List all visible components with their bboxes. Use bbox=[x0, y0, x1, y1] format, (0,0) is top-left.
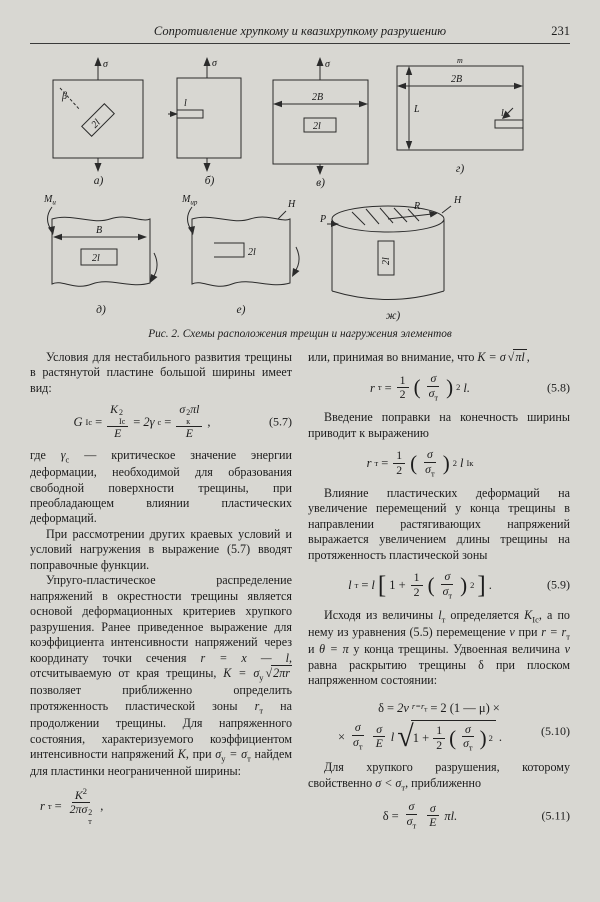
diagram-zh bbox=[320, 191, 466, 322]
diagram-e-drawing bbox=[178, 191, 304, 303]
svg-text:2l: 2l bbox=[89, 117, 103, 131]
equation-5-10: δ = 2v $r=r_т$ = 2 (1 — μ) × × $\frac{\sigma}{\sigma_т}$ $\frac{\sigma}{E}$ l √ 1 + $\frac{1}{2}$ ( $\frac{\sigma}{\sigma_т}$ ) 2 . (5.10) bbox=[337, 700, 570, 753]
sigma-label: σ bbox=[325, 59, 330, 70]
paragraph: Исходя из величины $l_т$ определяется $K_{Iс}$, а по нему из уравнения (5.5) перемещение v при $r = r_т$ и θ = π у конца трещины. Удвоенная величина v равна раскрытию трещины δ при плоском напряженном состоянии: bbox=[308, 607, 570, 688]
diagram-g bbox=[389, 54, 531, 175]
equation-5-7: G Iс = K 2 Iс E = 2γ с = σ 2 к πl E , (5.7) bbox=[73, 402, 292, 441]
paragraph: Влияние пластических деформаций на увеличение перемещений у конца трещины в направлении растягивающих напряжений выражается увеличением длины трещины на протяженность пластической зоны bbox=[308, 485, 570, 562]
paragraph: При рассмотрении других краевых условий и условий нагружения в выражение (5.7) вводят поправочные функции. bbox=[30, 526, 292, 572]
vessel-bottom bbox=[332, 291, 444, 300]
paragraph: Упруго-пластическое распределение напряжений в окрестности трещины является основой деформационных критериев хрупкого разрушения. Ранее приведенное выражение для коэффициента интенсивности напряжений через координату точки сечения r = x — l, отсчитываемую от края трещины, $K = \sigma_у$ √2πr позволяет приближенно определить протяженность пластической зоны $r_т$ на продолжении трещины. Для напряженного состояния, характеризуемого коэффициентом интенсивности напряжений K, при $\sigma_у = \sigma_т$ найдем для пластинки неограниченной ширины: bbox=[30, 573, 293, 779]
H-label: Н bbox=[454, 195, 462, 206]
equation-5-8: r т = $\frac{1}{2}$ ( $\frac{\sigma}{\sigma_т}$ ) 2 l. (5.8) bbox=[370, 371, 570, 403]
equation-number: (5.9) bbox=[547, 577, 570, 592]
width-B-label: В bbox=[96, 225, 103, 236]
svg-text:2l: 2l bbox=[248, 247, 256, 258]
equation-5-11: δ = $\frac{\sigma}{\sigma_т}$ $\frac{\sigma}{E}$ πl. (5.11) bbox=[382, 799, 570, 831]
page-header bbox=[30, 24, 570, 44]
paragraph: Введение поправки на конечность ширины приводит к выражению bbox=[308, 410, 570, 440]
paragraph: Условия для нестабильного развития трещины в растянутой пластине большой ширины имеет вид: bbox=[30, 350, 292, 395]
diagram-b bbox=[167, 54, 252, 187]
radius-R-label: R bbox=[414, 201, 421, 212]
plate-outline bbox=[192, 217, 290, 286]
inclined-crack bbox=[82, 104, 115, 137]
diagram-v-drawing bbox=[268, 54, 373, 176]
svg-text:2l: 2l bbox=[313, 121, 321, 132]
diagram-letter-g: г) bbox=[455, 163, 465, 175]
diagram-letter-a: а) bbox=[93, 175, 104, 187]
svg-text:2l: 2l bbox=[92, 253, 100, 264]
sigma-label: σ bbox=[103, 59, 108, 70]
svg-text:2l: 2l bbox=[381, 257, 392, 265]
l-label: l bbox=[501, 108, 504, 119]
diagram-letter-zh: ж) bbox=[385, 310, 401, 322]
length-L-label: L bbox=[414, 104, 420, 115]
edge-crack bbox=[177, 110, 203, 118]
figure-row-2 bbox=[40, 191, 570, 322]
width-2B-label: 2В bbox=[451, 74, 463, 85]
diagram-d bbox=[40, 191, 162, 316]
diagram-letter-e: е) bbox=[236, 304, 246, 316]
diagram-a bbox=[46, 54, 151, 187]
equation-rt-corrected: r т = $\frac{1}{2}$ ( $\frac{\sigma}{\sigma_т}$ ) 2 l Iк bbox=[366, 447, 474, 479]
diagram-a-drawing bbox=[46, 54, 151, 174]
figure-caption: Рис. 2. Схемы расположения трещин и нагружения элементов bbox=[148, 328, 452, 340]
figure-row-1 bbox=[46, 54, 570, 189]
diagram-v bbox=[268, 54, 373, 189]
sigma-label: σ bbox=[212, 58, 217, 69]
diagram-b-drawing bbox=[167, 54, 252, 174]
page-number: 231 bbox=[551, 24, 570, 38]
t-label: т bbox=[457, 56, 463, 65]
bending-moment-label: $M_и$ bbox=[44, 194, 56, 207]
left-column bbox=[30, 350, 292, 838]
paragraph: или, принимая во внимание, что K = σ √πl , bbox=[308, 350, 530, 364]
diagram-g-drawing bbox=[389, 54, 531, 162]
l-label: l bbox=[184, 98, 187, 109]
running-head: Сопротивление хрупкому и квазихрупкому разрушению bbox=[153, 24, 447, 38]
right-column bbox=[308, 350, 570, 838]
diagram-d-drawing bbox=[40, 191, 162, 303]
equation-number: (5.11) bbox=[541, 807, 570, 822]
equation-number: (5.7) bbox=[269, 414, 292, 429]
equation-number: (5.8) bbox=[547, 380, 570, 395]
torsion-moment-label: $M_{ир}$ bbox=[182, 194, 198, 207]
diagram-zh-drawing bbox=[320, 191, 466, 309]
equation-number: (5.10) bbox=[541, 724, 570, 739]
figure-2 bbox=[30, 54, 570, 340]
diagram-letter-v: в) bbox=[316, 177, 325, 189]
edge-crack bbox=[495, 120, 523, 128]
equation-5-9: l т = l [ 1 + $\frac{1}{2}$ ( $\frac{\sigma}{\sigma_т}$ ) 2 ] . (5.9) bbox=[348, 569, 570, 601]
text-columns bbox=[30, 350, 570, 838]
pressure-P-label: Р bbox=[320, 214, 327, 225]
beta-label: β bbox=[62, 91, 67, 102]
diagram-letter-b: б) bbox=[204, 175, 215, 187]
width-2B-label: 2В bbox=[312, 92, 324, 103]
equation-rt-left: r т = $K^2$ 2πσ 2 т , bbox=[40, 785, 104, 826]
diagram-letter-d: д) bbox=[96, 304, 106, 316]
crack bbox=[214, 243, 244, 257]
H-label: Н bbox=[288, 199, 296, 210]
paragraph: где $\gamma_с$ — критическое значение энергии деформации, необходимой для образования свободной поверхности трещины, при преобладающем влиянии пластических деформаций. bbox=[30, 447, 292, 526]
paragraph: Для хрупкого разрушения, которому свойственно $\sigma < \sigma_т$, приближенно bbox=[308, 760, 570, 793]
diagram-e bbox=[178, 191, 304, 316]
